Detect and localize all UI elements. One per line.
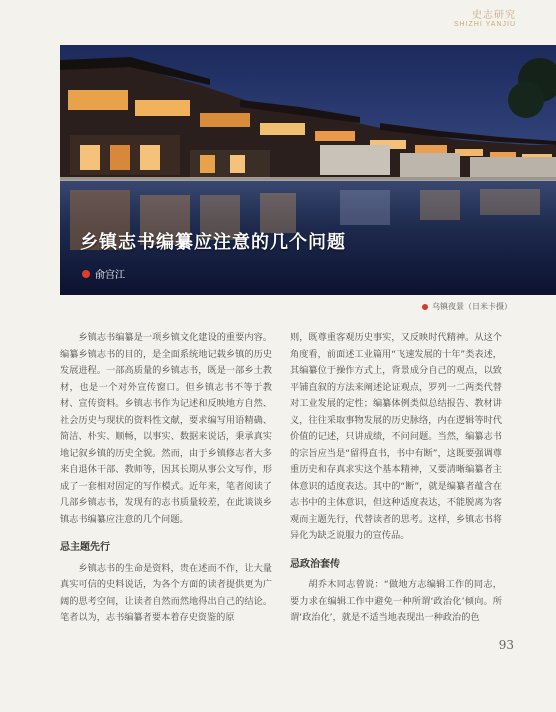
page-number: 93 bbox=[498, 638, 514, 652]
section1-heading: 忌主题先行 bbox=[60, 542, 110, 553]
section-header-cn: 史志研究 bbox=[472, 10, 516, 21]
photo-caption-text: 乌镇夜景（日米卡摄） bbox=[432, 302, 512, 311]
left-column bbox=[60, 330, 272, 627]
right-column bbox=[290, 330, 502, 627]
author-name: 俞宫江 bbox=[95, 270, 125, 281]
section-header bbox=[454, 6, 516, 28]
section2-heading: 忌政治套传 bbox=[290, 558, 340, 570]
article-author bbox=[82, 266, 125, 281]
header-photo bbox=[60, 45, 556, 295]
section1-paragraph: 乡镇志书的生命是资料，贵在述而不作，让大量真实可信的史料说话，为各个方面的读者提供更为广阔的思考空间，让读者自然而然地得出自己的结论。笔者以为，志书编纂者要本着存史资鉴的原 bbox=[60, 562, 272, 623]
right-paragraph-1: 则，既尊重客观历史事实，又反映时代精神。从这个角度看，前面述工业篇用“飞速发展的十年”类表述，其编纂位于操作方式上，背景成分自己的观点，以致平铺直叙的方法来阐述论证观点，罗列一二两类代替对工业发展的定性；编纂体例类似总结报告、教材讲义，往往采取事物发展的历史脉络，内在逻辑等时代价值的记述，只讲成绩，不问问题。当然，编纂志书的宗旨应当是“留得直书，书中有断”，这既要强调尊重历史和存真求实这个基本精神，又要清晰编纂者主体意识的适度表达。其中的“断”，就是编纂者蕴含在志书中的主体意识，但这种适度表达，不能脱离为客观而主题先行，代替读者的思考。这样，乡镇志书将异化为缺乏说服力的宣传品。 bbox=[290, 332, 502, 541]
night-water-town-image bbox=[60, 45, 556, 295]
photo-caption bbox=[422, 301, 512, 312]
caption-bullet-icon bbox=[422, 304, 428, 310]
article-title: 乡镇志书编纂应注意的几个问题 bbox=[80, 232, 346, 253]
section-header-en: SHIZHI YANJIU bbox=[453, 21, 516, 28]
section2-paragraph: 胡乔木同志曾说：“做地方志编辑工作的同志，要力求在编辑工作中避免一种所谓‘政治化’倾向。所谓‘政治化’，就是不适当地表现出一种政治的色 bbox=[290, 579, 502, 623]
author-bullet-icon bbox=[82, 270, 90, 278]
intro-paragraph: 乡镇志书编纂是一项乡镇文化建设的重要内容。编纂乡镇志书的目的，是全面系统地记载乡镇的历史发展进程。一部高质量的乡镇志书，既是一部乡土教材，也是一个对外宣传窗口。但乡镇志书不等于教材、宣传资料。乡镇志书作为记述和反映地方自然、社会历史与现状的资料性文献，要求编写用语精确、简洁、朴实、顺畅，以事实、数据来说话，秉承真实地记叙乡镇的历史全貌。然而，由于乡镇修志者大多来自退休干部、教师等，因其长期从事公文写作，形成了一套相对固定的写作模式。近年来，笔者阅读了几部乡镇志书，发现有的志书质量较差，在此谈谈乡镇志书编纂应注意的几个问题。 bbox=[60, 332, 272, 525]
